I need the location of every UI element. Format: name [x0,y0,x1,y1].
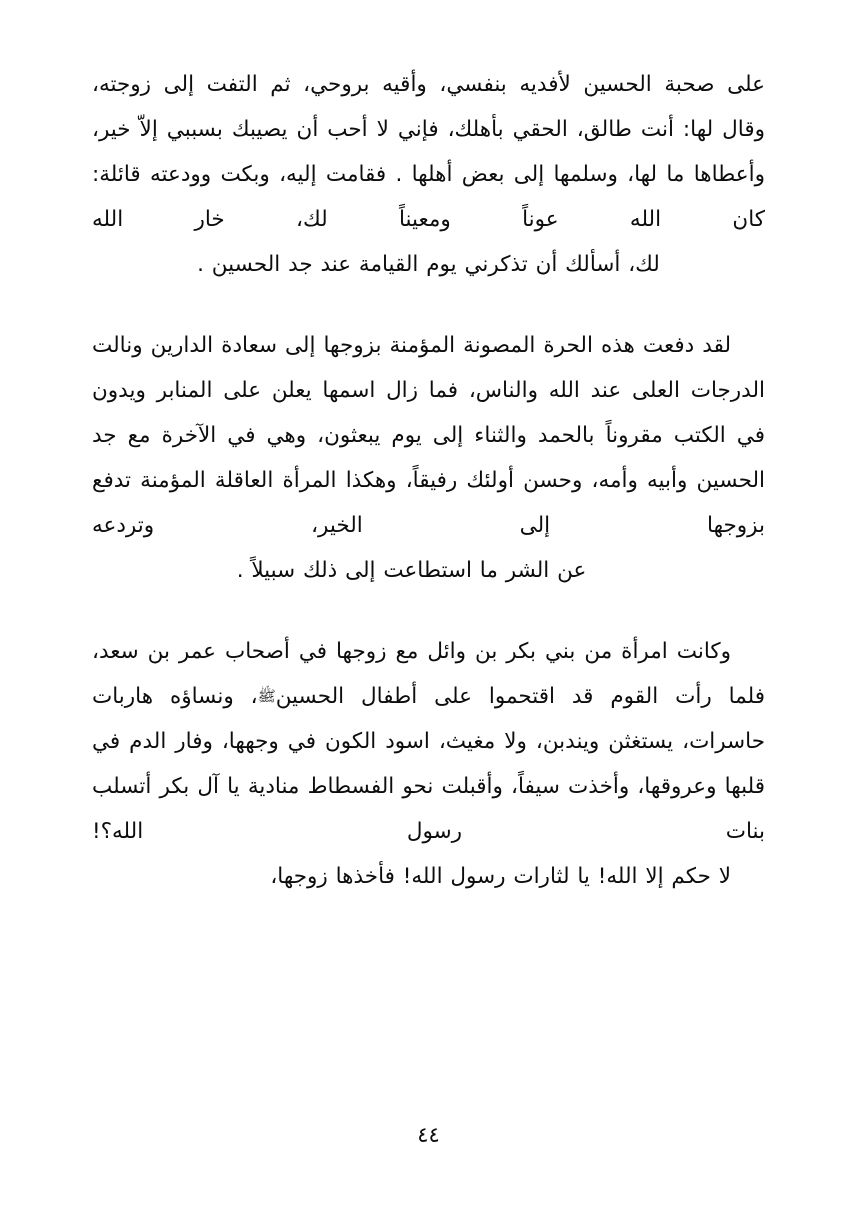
page-body [92,62,765,899]
paragraph-2-text: لقد دفعت هذه الحرة المصونة المؤمنة بزوجها إلى سعادة الدارين ونالت الدرجات العلى عند الله والناس، فما زال اسمها يعلن على المنابر ويدون في الكتب مقروناً بالحمد والثناء إلى يوم يبعثون، وهي في الآخرة مع جد الحسين وأبيه وأمه، وحسن أولئك رفيقاً، وهكذا المرأة العاقلة المؤمنة تدفع بزوجها إلى الخير، وتردعه [92,333,765,538]
page-number: ٤٤ [417,1123,440,1147]
paragraph-3-last-line: لا حكم إلا الله! يا لثارات رسول الله! فأخذها زوجها، [270,864,731,889]
paragraph-1-last-line: لك، أسألك أن تذكرني يوم القيامة عند جد الحسين . [197,252,660,277]
paragraph-2-last-line: عن الشر ما استطاعت إلى ذلك سبيلاً . [236,558,587,583]
paragraph-3-text-after-honorific: ، ونساؤه هاربات حاسرات، يستغثن ويندبن، ولا مغيث، اسود الكون في وجهها، وفار الدم في قلبها وعروقها، وأخذت سيفاً، وأقبلت نحو الفسطاط منادية يا آل بكر أتسلب بنات رسول الله؟! [92,684,765,844]
paragraph-1-text: على صحبة الحسين لأفديه بنفسي، وأقيه بروحي، ثم التفت إلى زوجته، وقال لها: أنت طالق، الحقي بأهلك، فإني لا أحب أن يصيبك بسببي إلاّ خير، وأعطاها ما لها، وسلمها إلى بعض أهلها . فقامت إليه، وبكت وودعته قائلة: كان الله عوناً ومعيناً لك، خار الله [92,72,765,232]
honorific-glyph: ﷺ [257,687,276,705]
paragraph-3 [92,629,765,899]
paragraph-1 [92,62,765,287]
paragraph-2 [92,323,765,593]
paragraph-3-text-before-honorific: وكانت امرأة من بني بكر بن وائل مع زوجها في أصحاب عمر بن سعد، فلما رأت القوم قد اقتحموا على أطفال الحسين [92,639,765,709]
